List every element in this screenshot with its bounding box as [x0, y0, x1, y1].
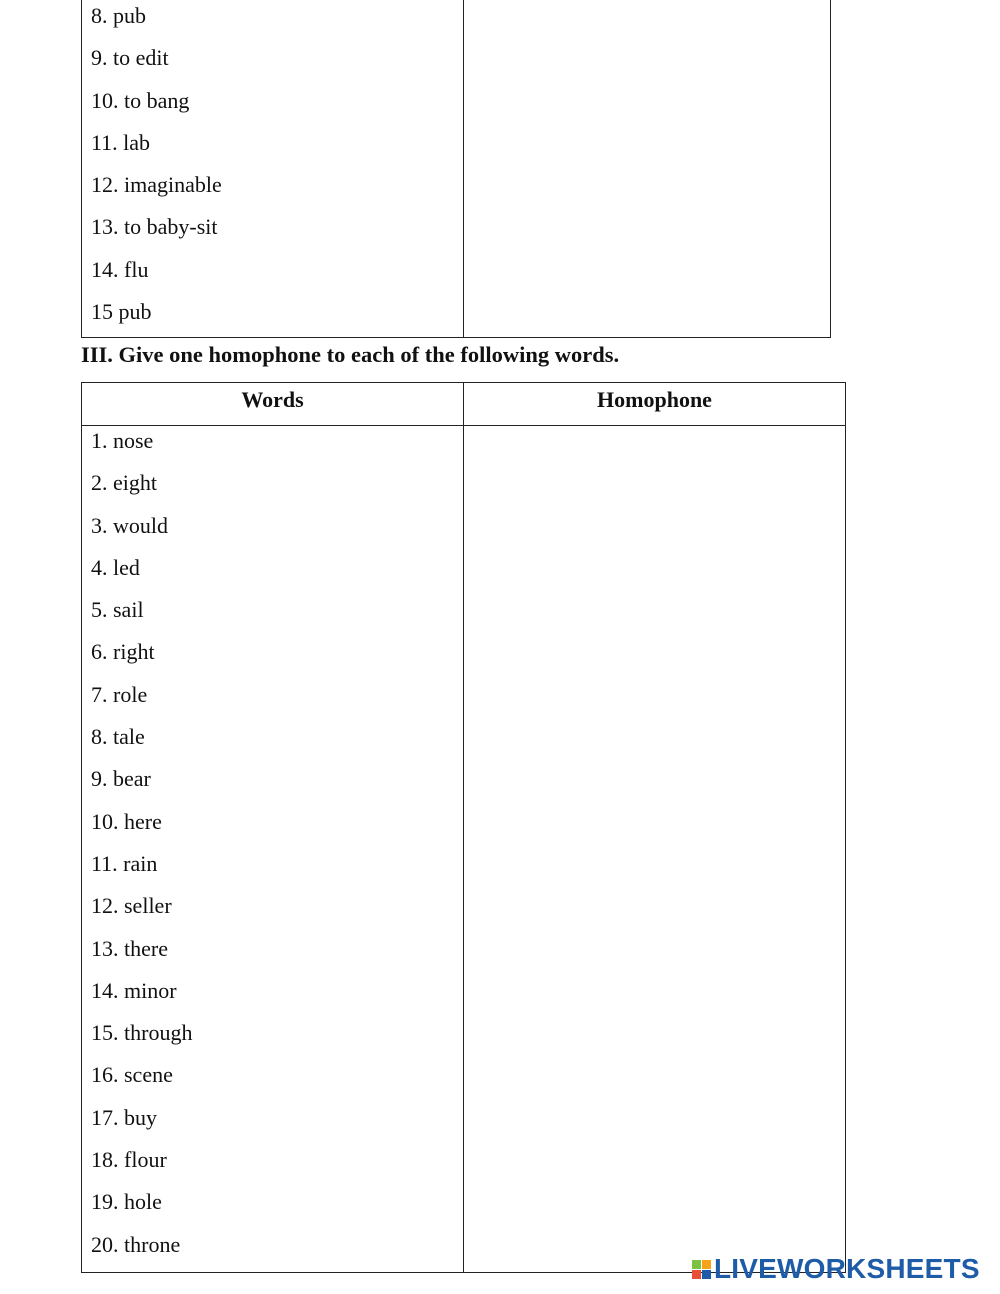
list-item: 14. flu — [91, 256, 149, 282]
list-item: 9. bear — [91, 766, 151, 792]
list-item: 20. throne — [91, 1231, 181, 1257]
list-item: 6. right — [91, 639, 155, 665]
list-item: 19. hole — [91, 1189, 162, 1215]
brand-name: LIVEWORKSHEETS — [714, 1253, 980, 1284]
logo-square — [692, 1270, 701, 1279]
section-title: III. Give one homophone to each of the following words. — [81, 342, 620, 367]
list-item: 15 pub — [91, 299, 152, 325]
list-item: 4. led — [91, 554, 140, 580]
list-item: 5. sail — [91, 597, 144, 623]
logo-square — [702, 1270, 711, 1279]
list-item: 1. nose — [91, 428, 154, 453]
table-header — [82, 383, 845, 426]
list-item: 3. would — [91, 512, 168, 538]
words-column — [82, 0, 464, 337]
list-item: 8. pub — [91, 3, 146, 28]
list-item: 2. eight — [91, 470, 157, 496]
list-item: 12. imaginable — [91, 172, 222, 198]
list-item: 18. flour — [91, 1147, 167, 1173]
answer-column[interactable] — [464, 426, 845, 1272]
header-homophone: Homophone — [597, 387, 712, 412]
words-column — [82, 426, 464, 1272]
logo-icon — [692, 1260, 711, 1279]
list-item: 13. there — [91, 935, 168, 961]
list-item: 11. rain — [91, 850, 158, 876]
list-item: 14. minor — [91, 977, 177, 1003]
liveworksheets-logo[interactable] — [692, 1253, 980, 1285]
list-item: 8. tale — [91, 724, 145, 750]
logo-square — [702, 1260, 711, 1269]
answer-column[interactable] — [464, 0, 830, 337]
list-item: 17. buy — [91, 1104, 157, 1130]
logo-square — [692, 1260, 701, 1269]
list-item: 16. scene — [91, 1062, 173, 1088]
list-item: 10. to bang — [91, 87, 190, 113]
list-item: 10. here — [91, 808, 162, 834]
list-item: 9. to edit — [91, 45, 169, 71]
list-item: 13. to baby-sit — [91, 214, 218, 240]
header-words: Words — [82, 383, 464, 425]
list-item: 12. seller — [91, 893, 172, 919]
word-table-top — [81, 0, 831, 338]
list-item: 7. role — [91, 681, 148, 707]
list-item: 11. lab — [91, 129, 151, 155]
homophone-table — [81, 382, 846, 1273]
list-item: 15. through — [91, 1020, 193, 1046]
